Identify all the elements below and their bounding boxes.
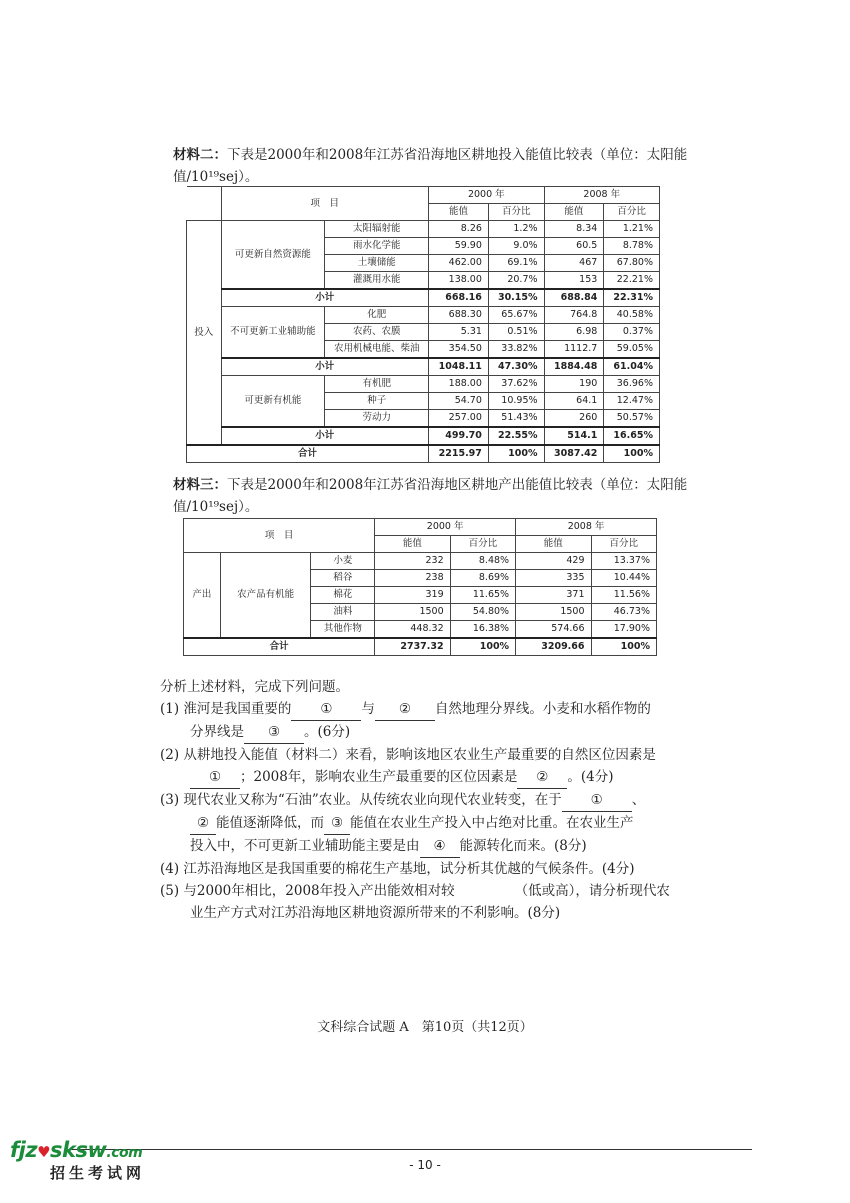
header-2000: 2000 年	[375, 519, 516, 536]
percent-2000: 8.69%	[450, 570, 515, 587]
answer-blank[interactable]: ②	[190, 812, 216, 835]
subtotal-row	[187, 427, 660, 445]
header-2000: 2000 年	[429, 187, 544, 204]
group-name: 可更新自然资源能	[221, 221, 325, 290]
item-name: 农用机械电能、柴油	[325, 341, 429, 359]
item-name: 其他作物	[311, 621, 375, 639]
percent-2000: 30.15%	[488, 289, 544, 307]
question-5: (5) 与2000年相比，2008年投入产出能效相对较 （低或高），请分析现代农	[160, 883, 670, 899]
material3-title: 材料三：下表是2000年和2008年江苏省沿海地区耕地产出能值比较表（单位：太阳能值/10¹⁹sej）。	[173, 477, 688, 515]
item-name: 劳动力	[325, 410, 429, 428]
logo-wordmark: fjz♥sksw.com	[10, 1138, 143, 1162]
percent-2008: 59.05%	[604, 341, 660, 359]
item-name: 土壤储能	[325, 255, 429, 272]
value-2008: 514.1	[544, 427, 604, 445]
value-2008: 467	[544, 255, 604, 272]
question-1: (1) 淮河是我国重要的 ① 与 ② 自然地理分界线。小麦和水稻作物的	[160, 698, 720, 721]
question-3-cont2: 投入中，不可更新工业辅助能主要是由 ④ 能源转化而来。(8分)	[160, 835, 720, 858]
header-value: 能值	[544, 204, 604, 221]
question-2-cont: ① ；2008年，影响农业生产最重要的区位因素是 ② 。(4分)	[160, 766, 720, 789]
percent-2000: 8.48%	[450, 553, 515, 570]
material2-table	[186, 186, 660, 463]
total-row	[184, 638, 657, 656]
value-2000: 319	[375, 587, 450, 604]
header-item: 项 目	[221, 187, 429, 221]
header-value: 能值	[375, 536, 450, 553]
header-2008: 2008 年	[516, 519, 657, 536]
value-2000: 688.30	[429, 307, 489, 324]
value-2008: 371	[516, 587, 591, 604]
percent-2000: 33.82%	[488, 341, 544, 359]
percent-2000: 100%	[450, 638, 515, 656]
footer-divider	[70, 1149, 752, 1150]
value-2000: 232	[375, 553, 450, 570]
value-2000: 1048.11	[429, 358, 489, 376]
percent-2008: 46.73%	[591, 604, 656, 621]
value-2000: 138.00	[429, 272, 489, 290]
input-label: 投入	[187, 221, 222, 446]
material3-table	[183, 518, 657, 656]
header-percent: 百分比	[450, 536, 515, 553]
value-2008: 60.5	[544, 238, 604, 255]
percent-2008: 40.58%	[604, 307, 660, 324]
percent-2008: 61.04%	[604, 358, 660, 376]
percent-2008: 16.65%	[604, 427, 660, 445]
percent-2000: 9.0%	[488, 238, 544, 255]
percent-2000: 47.30%	[488, 358, 544, 376]
logo-subtitle: 招生考试网	[50, 1164, 146, 1182]
percent-2008: 67.80%	[604, 255, 660, 272]
value-2000: 59.90	[429, 238, 489, 255]
percent-2000: 1.2%	[488, 221, 544, 238]
value-2000: 354.50	[429, 341, 489, 359]
group-name: 农产品有机能	[220, 553, 311, 639]
question-3-cont: ② 能值逐渐降低，而 ③ 能值在农业生产投入中占绝对比重。在农业生产	[160, 812, 720, 835]
value-2000: 448.32	[375, 621, 450, 639]
percent-2000: 51.43%	[488, 410, 544, 428]
percent-2000: 54.80%	[450, 604, 515, 621]
heart-icon: ♥	[37, 1143, 51, 1161]
header-value: 能值	[516, 536, 591, 553]
item-name: 灌溉用水能	[325, 272, 429, 290]
value-2008: 429	[516, 553, 591, 570]
percent-2008: 1.21%	[604, 221, 660, 238]
header-value: 能值	[429, 204, 489, 221]
value-2008: 8.34	[544, 221, 604, 238]
item-name: 稻谷	[311, 570, 375, 587]
value-2000: 499.70	[429, 427, 489, 445]
percent-2008: 10.44%	[591, 570, 656, 587]
percent-2000: 10.95%	[488, 393, 544, 410]
value-2008: 3209.66	[516, 638, 591, 656]
value-2000: 238	[375, 570, 450, 587]
item-name: 化肥	[325, 307, 429, 324]
item-name: 有机肥	[325, 376, 429, 393]
subtotal-row	[187, 358, 660, 376]
item-name: 雨水化学能	[325, 238, 429, 255]
percent-2008: 22.31%	[604, 289, 660, 307]
value-2000: 5.31	[429, 324, 489, 341]
answer-blank[interactable]: ①	[562, 789, 632, 812]
answer-blank[interactable]: ③	[324, 812, 350, 835]
percent-2008: 100%	[604, 445, 660, 463]
percent-2000: 65.67%	[488, 307, 544, 324]
value-2008: 3087.42	[544, 445, 604, 463]
header-2008: 2008 年	[544, 187, 659, 204]
group-name: 可更新有机能	[221, 376, 325, 428]
percent-2000: 16.38%	[450, 621, 515, 639]
material2-title: 材料二：下表是2000年和2008年江苏省沿海地区耕地投入能值比较表（单位：太阳能值/10¹⁹sej）。	[173, 147, 688, 185]
value-2000: 1500	[375, 604, 450, 621]
value-2008: 6.98	[544, 324, 604, 341]
percent-2000: 37.62%	[488, 376, 544, 393]
percent-2000: 11.65%	[450, 587, 515, 604]
total-label: 合计	[184, 638, 375, 656]
question-5-cont: 业生产方式对江苏沿海地区耕地资源所带来的不利影响。(8分)	[190, 905, 561, 921]
header-percent: 百分比	[591, 536, 656, 553]
page-number: - 10 -	[409, 1158, 441, 1172]
subtotal-label: 小计	[221, 358, 429, 376]
answer-blank[interactable]: ②	[375, 698, 435, 721]
value-2008: 153	[544, 272, 604, 290]
subtotal-label: 小计	[221, 289, 429, 307]
item-name: 油料	[311, 604, 375, 621]
answer-blank[interactable]: ①	[190, 766, 240, 789]
value-2008: 335	[516, 570, 591, 587]
value-2000: 8.26	[429, 221, 489, 238]
item-name: 农药、农膜	[325, 324, 429, 341]
value-2008: 190	[544, 376, 604, 393]
percent-2000: 69.1%	[488, 255, 544, 272]
item-name: 太阳辐射能	[325, 221, 429, 238]
percent-2008: 36.96%	[604, 376, 660, 393]
question-3: (3) 现代农业又称为“石油”农业。从传统农业向现代农业转变，在于 ① 、	[160, 789, 720, 812]
total-row	[187, 445, 660, 463]
answer-blank[interactable]: ①	[291, 698, 361, 721]
value-2000: 2737.32	[375, 638, 450, 656]
question-4: (4) 江苏沿海地区是我国重要的棉花生产基地，试分析其优越的气候条件。(4分)	[160, 861, 635, 877]
percent-2000: 20.7%	[488, 272, 544, 290]
percent-2008: 0.37%	[604, 324, 660, 341]
item-name: 种子	[325, 393, 429, 410]
value-2000: 2215.97	[429, 445, 489, 463]
value-2000: 54.70	[429, 393, 489, 410]
total-label: 合计	[187, 445, 429, 463]
percent-2008: 11.56%	[591, 587, 656, 604]
page-footer: 文科综合试题 A 第10页（共12页）	[317, 1020, 533, 1035]
group-name: 不可更新工业辅助能	[221, 307, 325, 359]
value-2000: 188.00	[429, 376, 489, 393]
percent-2000: 100%	[488, 445, 544, 463]
header-percent: 百分比	[488, 204, 544, 221]
value-2008: 764.8	[544, 307, 604, 324]
percent-2008: 100%	[591, 638, 656, 656]
questions-intro: 分析上述材料，完成下列问题。	[160, 679, 349, 695]
percent-2008: 50.57%	[604, 410, 660, 428]
site-logo[interactable]	[10, 1138, 170, 1183]
question-2: (2) 从耕地投入能值（材料二）来看，影响该地区农业生产最重要的自然区位因素是	[160, 747, 656, 763]
header-item: 项 目	[184, 519, 375, 553]
value-2008: 260	[544, 410, 604, 428]
answer-blank[interactable]: ②	[517, 766, 567, 789]
output-label: 产出	[184, 553, 221, 639]
percent-2000: 0.51%	[488, 324, 544, 341]
value-2008: 574.66	[516, 621, 591, 639]
subtotal-row	[187, 289, 660, 307]
table-row	[184, 553, 657, 570]
value-2008: 1884.48	[544, 358, 604, 376]
answer-blank[interactable]: ③	[244, 721, 304, 744]
percent-2008: 13.37%	[591, 553, 656, 570]
value-2000: 462.00	[429, 255, 489, 272]
value-2008: 688.84	[544, 289, 604, 307]
subtotal-label: 小计	[221, 427, 429, 445]
answer-blank[interactable]: ④	[420, 835, 460, 858]
percent-2008: 17.90%	[591, 621, 656, 639]
header-percent: 百分比	[604, 204, 660, 221]
value-2008: 1112.7	[544, 341, 604, 359]
table-row	[187, 221, 660, 238]
item-name: 棉花	[311, 587, 375, 604]
percent-2008: 8.78%	[604, 238, 660, 255]
question-1-cont: 分界线是 ③ 。(6分)	[160, 721, 720, 744]
item-name: 小麦	[311, 553, 375, 570]
percent-2000: 22.55%	[488, 427, 544, 445]
value-2008: 1500	[516, 604, 591, 621]
percent-2008: 22.21%	[604, 272, 660, 290]
questions	[160, 676, 720, 924]
value-2008: 64.1	[544, 393, 604, 410]
value-2000: 257.00	[429, 410, 489, 428]
percent-2008: 12.47%	[604, 393, 660, 410]
table-row	[187, 307, 660, 324]
table-row	[187, 376, 660, 393]
value-2000: 668.16	[429, 289, 489, 307]
